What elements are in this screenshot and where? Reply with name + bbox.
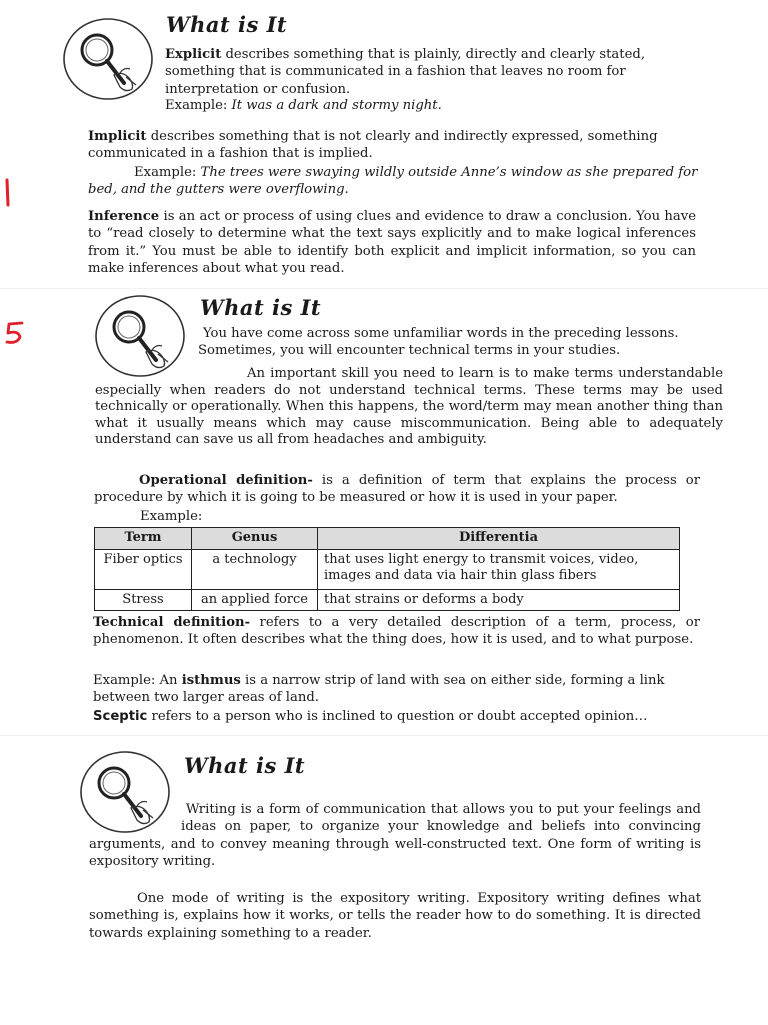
section-3-heading: What is It: [184, 753, 306, 778]
section-2-heading: What is It: [200, 295, 322, 320]
explicit-term: Explicit: [165, 47, 222, 62]
section-2: [0, 288, 768, 736]
section-3-paragraph-1: Writing is a form of communication that allows you to put your feelings and ideas on paper, to organize your knowledge and beliefs into convincing arguments, and to convey meaning through well-constructed text. One form of writing is expository writing.: [89, 802, 701, 870]
magnifying-glass-icon: [62, 17, 154, 101]
table-cell: Stress: [95, 590, 192, 611]
section-3-paragraph-2: One mode of writing is the expository writing. Expository writing defines what something is, explains how it works, or tells the reader how to do something. It is directed towards explaining something to a reader.: [89, 891, 701, 941]
inference-term: Inference: [88, 209, 160, 224]
table-cell: a technology: [192, 550, 318, 590]
section-3: [0, 735, 768, 1025]
explicit-example: Example: It was a dark and stormy night.: [165, 98, 442, 113]
table-row: [95, 590, 680, 611]
section-2-paragraph: An important skill you need to learn is to make terms understandable especially when readers do not understand technical terms. These terms may be used technically or operationally. When this happens, the word/term may mean another thing than what it usually means which may cause miscommunication. Being able to adequately understand can save us all from headaches and ambiguity.: [95, 366, 723, 447]
column-header-genus: Genus: [192, 528, 318, 550]
section-2-intro: You have come across some unfamiliar words in the preceding lessons. Sometimes, you will encounter technical terms in your studies.: [198, 326, 679, 359]
isthmus-term: isthmus: [181, 673, 241, 688]
column-header-differentia: Differentia: [318, 528, 680, 550]
red-pen-mark: [2, 178, 14, 208]
table-cell: Fiber optics: [95, 550, 192, 590]
example-label: Example:: [140, 509, 203, 524]
implicit-example: Example: The trees were swaying wildly outside Anne’s window as she prepared for bed, and the gutters were overflowing.: [88, 165, 698, 198]
section-1-heading: What is It: [166, 12, 288, 37]
table-cell: an applied force: [192, 590, 318, 611]
isthmus-example: Example: An isthmus is a narrow strip of land with sea on either side, forming a link between two larger areas of land.: [93, 673, 665, 706]
sceptic-definition: Sceptic refers to a person who is inclined to question or doubt accepted opinion…: [93, 709, 648, 724]
technical-term: Technical definition-: [93, 615, 251, 630]
table-row: [95, 550, 680, 590]
section-1: [0, 0, 768, 288]
column-header-term: Term: [95, 528, 192, 550]
technical-definition: Technical definition- refers to a very detailed description of a term, process, or phenomenon. It often describes what the thing does, how it is used, and to what purpose.: [93, 615, 700, 648]
inference-definition: Inference is an act or process of using clues and evidence to draw a conclusion. You have to “read closely to determine what the text says explicitly and to make logical inferences from it.” You must be able to identify both explicit and implicit information, so you can make inferences about what you read.: [88, 209, 696, 277]
red-pen-mark: [2, 319, 28, 347]
operational-term: Operational definition-: [139, 473, 313, 488]
table-header-row: [95, 528, 680, 550]
operational-definition: Operational definition- is a definition of term that explains the process or procedure by which it is going to be measured or how it is used in your paper.: [94, 473, 701, 506]
implicit-term: Implicit: [88, 129, 147, 144]
implicit-definition: Implicit describes something that is not clearly and indirectly expressed, something communicated in a fashion that is implied.: [88, 129, 658, 162]
table-cell: that strains or deforms a body: [318, 590, 680, 611]
explicit-definition: Explicit describes something that is plainly, directly and clearly stated, something that is communicated in a fashion that leaves no room for interpretation or confusion.: [165, 47, 646, 97]
sceptic-term: Sceptic: [93, 709, 148, 724]
definition-table: [94, 527, 680, 611]
table-cell: that uses light energy to transmit voices, video, images and data via hair thin glass fibers: [318, 550, 680, 590]
